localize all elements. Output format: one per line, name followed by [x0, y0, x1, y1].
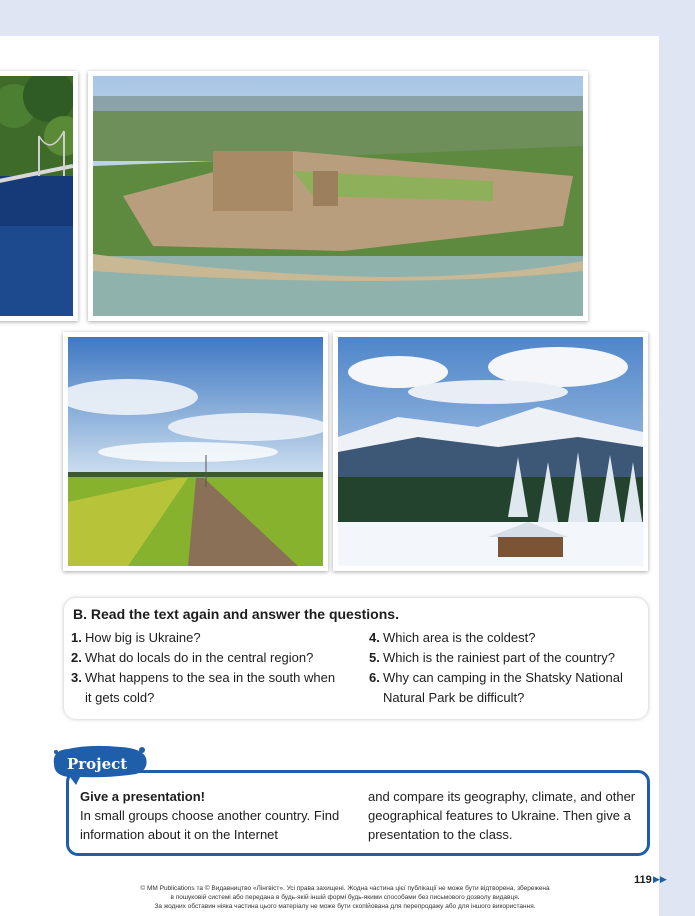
questions-left-column: [71, 628, 341, 708]
project-text-left: [80, 787, 350, 844]
question-text: How big is Ukraine?: [85, 630, 201, 645]
page-number: 119: [634, 874, 652, 886]
question-number: 5.: [369, 650, 380, 665]
questions-box: [64, 598, 648, 719]
project-instructions-part-2: and compare its geography, climate, and other geographical features to Ukraine. Then give a presentation to the class.: [368, 789, 636, 842]
question-text: Why can camping in the Shatsky National Natural Park be difficult?: [383, 670, 623, 705]
copyright-line: © MM Publications та © Видавництво «Лінгвіст». Усі права захищені. Жодна частина цієї публікації не може бути відтворена, збережена: [140, 885, 550, 892]
question-text: What happens to the sea in the south when it gets cold?: [85, 670, 336, 705]
question-item: [369, 668, 639, 708]
question-item: [71, 628, 341, 648]
question-text: Which is the rainiest part of the country?: [383, 650, 615, 665]
questions-title: B. Read the text again and answer the questions.: [73, 606, 399, 622]
bridge-photo: [0, 71, 78, 321]
question-number: 3.: [71, 670, 82, 685]
project-badge-label: Project: [67, 755, 128, 773]
fortress-photo: [88, 71, 588, 321]
copyright-notice: [110, 884, 580, 911]
questions-right-column: [369, 628, 639, 708]
field-road-photo: [63, 332, 328, 571]
question-number: 2.: [71, 650, 82, 665]
question-number: 6.: [369, 670, 380, 685]
question-item: [71, 668, 341, 708]
forward-arrow-icon: ▶▶: [653, 874, 667, 884]
project-title: Give a presentation!: [80, 789, 205, 804]
question-number: 4.: [369, 630, 380, 645]
question-text: Which area is the coldest?: [383, 630, 536, 645]
copyright-line: в пошуковій системі або передана в будь-якій іншій формі будь-якими способами без письмового дозволу видавця.: [170, 894, 520, 901]
question-item: [369, 628, 639, 648]
question-text: What do locals do in the central region?: [85, 650, 314, 665]
copyright-line: За жодних обставин ніяка частина цього матеріалу не може бути скопійована для перепродажу або для іншого використання.: [154, 903, 536, 910]
question-item: [71, 648, 341, 668]
project-instructions-part-1: In small groups choose another country. Find information about it on the Internet: [80, 808, 340, 842]
question-number: 1.: [71, 630, 82, 645]
winter-mountain-photo: [333, 332, 648, 571]
question-item: [369, 648, 639, 668]
